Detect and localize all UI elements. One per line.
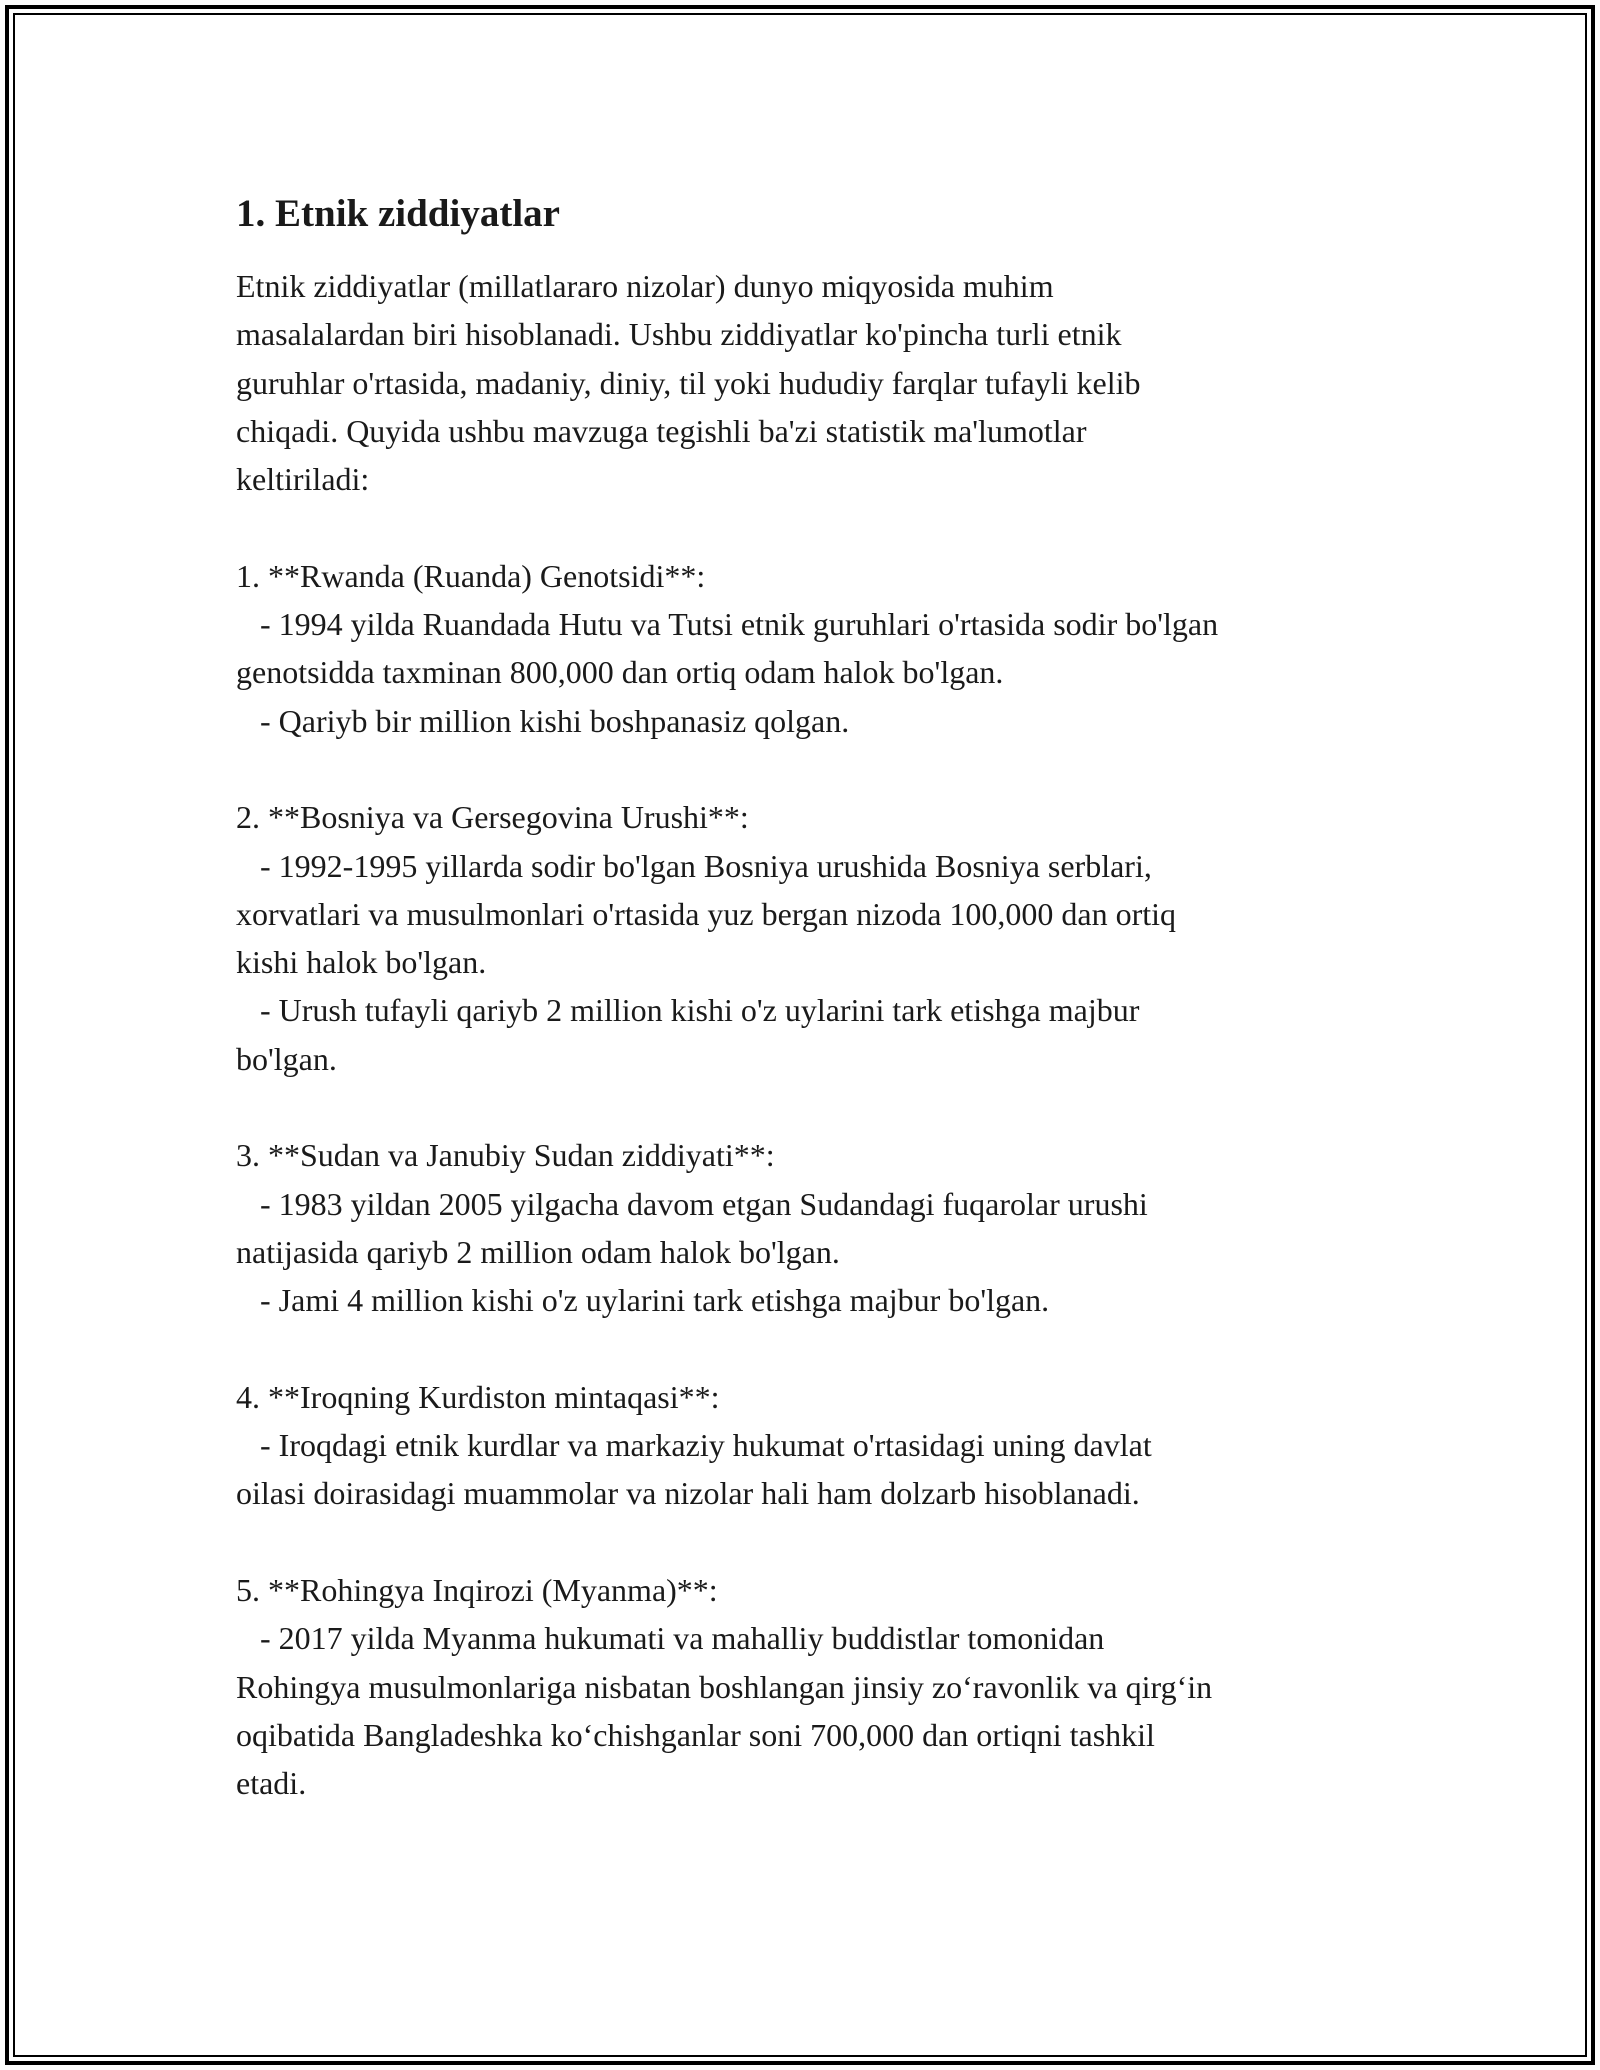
list-item-title: 1. **Rwanda (Ruanda) Genotsidi**:	[236, 557, 706, 594]
list-item-title: 3. **Sudan va Janubiy Sudan ziddiyati**:	[236, 1137, 775, 1174]
list-item-title: 5. **Rohingya Inqirozi (Myanma)**:	[236, 1572, 718, 1609]
list-item-bullet: - 1992-1995 yillarda sodir bo'lgan Bosniya urushida Bosniya serblari, xorvatlari va musulmonlari o'rtasida yuz bergan nizoda 100,000 dan ortiq kishi halok bo'lgan.	[236, 847, 1177, 981]
list-item-bullet: - Iroqdagi etnik kurdlar va markaziy hukumat o'rtasidagi uning davlat oilasi doirasidagi muammolar va nizolar hali ham dolzarb hisoblanadi.	[236, 1427, 1152, 1512]
list-item-bullet: - Qariyb bir million kishi boshpanasiz qolgan.	[236, 702, 850, 739]
list-item-rohingya	[236, 1566, 1386, 1807]
list-item-bullet: - Jami 4 million kishi o'z uylarini tark etishga majbur bo'lgan.	[236, 1282, 1050, 1319]
list-item-bullet: - 1983 yildan 2005 yilgacha davom etgan Sudandagi fuqarolar urushi natijasida qariyb 2 million odam halok bo'lgan.	[236, 1185, 1148, 1270]
list-item-bullet: - 2017 yilda Myanma hukumati va mahalliy buddistlar tomonidan Rohingya musulmonlariga nisbatan boshlangan jinsiy zo‘ravonlik va qirg‘in oqibatida Bangladeshka ko‘chishganlar soni 700,000 dan ortiqni tashkil etadi.	[236, 1620, 1213, 1802]
intro-paragraph: Etnik ziddiyatlar (millatlararo nizolar) dunyo miqyosida muhim masalalardan biri hisoblanadi. Ushbu ziddiyatlar ko'pincha turli etnik guruhlar o'rtasida, madaniy, diniy, til yoki hududiy farqlar tufayli kelib chiqadi. Quyida ushbu mavzuga tegishli ba'zi statistik ma'lumotlar keltiriladi:	[236, 268, 1141, 498]
list-item-bosnia	[236, 793, 1386, 1083]
list-item-kurdistan	[236, 1373, 1386, 1518]
list-item-title: 4. **Iroqning Kurdiston mintaqasi**:	[236, 1378, 720, 1415]
list-item-sudan	[236, 1131, 1386, 1324]
list-item-bullet: - 1994 yilda Ruandada Hutu va Tutsi etnik guruhlari o'rtasida sodir bo'lgan genotsidda taxminan 800,000 dan ortiq odam halok bo'lgan.	[236, 606, 1219, 691]
list-item-title: 2. **Bosniya va Gersegovina Urushi**:	[236, 799, 749, 836]
list-item-rwanda	[236, 552, 1386, 745]
section-heading: 1. Etnik ziddiyatlar	[236, 192, 560, 235]
list-item-bullet: - Urush tufayli qariyb 2 million kishi o'z uylarini tark etishga majbur bo'lgan.	[236, 992, 1140, 1077]
document-body	[236, 190, 1386, 1808]
